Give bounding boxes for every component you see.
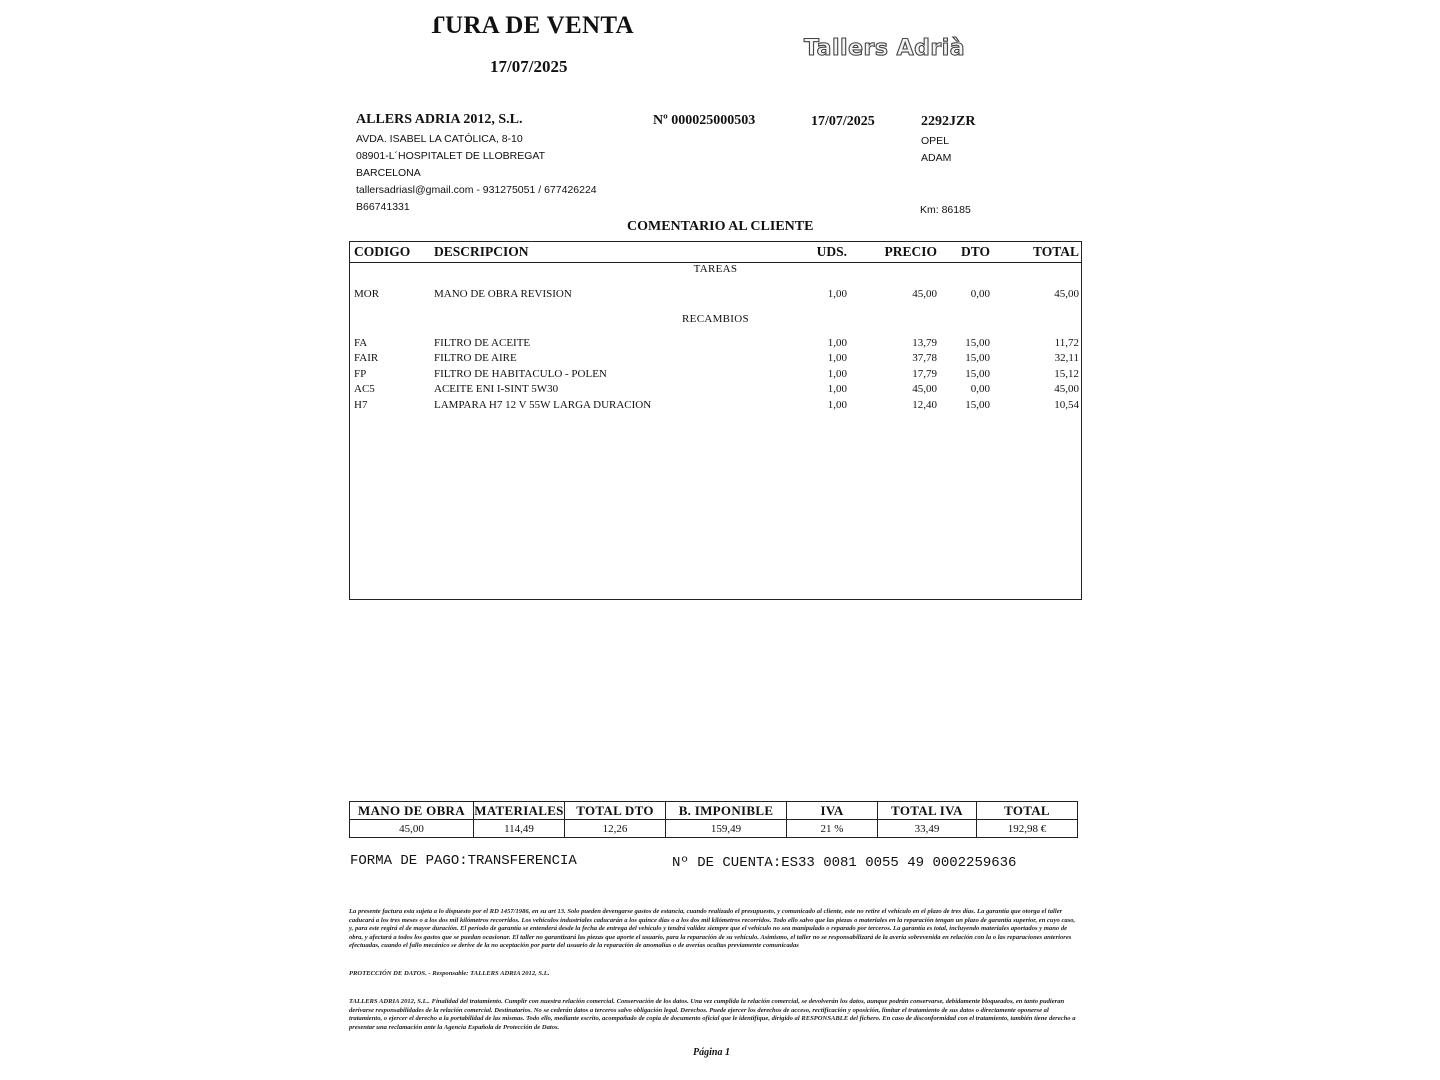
row-code: FP (354, 368, 367, 380)
torn-corner (340, 0, 450, 140)
section-tareas: TAREAS (693, 263, 738, 275)
row-total: 45,00 (1054, 383, 1079, 395)
document-title: TURA DE VENTA (428, 12, 634, 39)
table-row (350, 399, 1081, 414)
table-row (350, 288, 1081, 303)
totals-header-materiales: MATERIALES (474, 802, 564, 818)
col-dto: DTO (960, 244, 990, 259)
data-protection-title: PROTECCIÓN DE DATOS. - Responsable: TALLERS ADRIA 2012, S.L. (349, 970, 550, 977)
row-dto: 15,00 (965, 352, 990, 364)
page-number: Página 1 (693, 1047, 730, 1058)
totals-b-imponible: 159,49 (666, 820, 787, 838)
vehicle-make: OPEL (921, 135, 950, 147)
totals-table (349, 801, 1078, 838)
row-code: AC5 (354, 383, 375, 395)
company-cif: B66741331 (356, 201, 410, 213)
brand-logo: Tallers Adrià (804, 36, 966, 61)
document-date: 17/07/2025 (490, 57, 568, 76)
row-uds: 1,00 (827, 383, 847, 395)
col-uds: UDS. (816, 244, 847, 259)
row-desc: FILTRO DE AIRE (434, 352, 517, 364)
totals-header-row (350, 802, 1078, 820)
totals-value-row (350, 820, 1078, 838)
row-total: 15,12 (1054, 368, 1079, 380)
row-desc: MANO DE OBRA REVISION (434, 288, 572, 300)
items-table (349, 241, 1082, 600)
table-row (350, 368, 1081, 383)
data-protection-text: TALLERS ADRIA 2012, S.L.. Finalidad del tratamiento. Cumplir con nuestra relación comercial. Conservación de los datos. Una vez cumplida la relación comercial, se devolverán los datos, aunque podrán conservarse, debidamente bloqueados, en tanto pudieran derivarse responsabilidades de la relación comercial. Destinatarios. No se cederán datos a terceros salvo obligación legal. Derechos. Puede ejercer los derechos de acceso, rectificación y oposición, limitar el tratamiento de sus datos o directamente oponerse al tratamiento, o ejercer el derecho a la portabilidad de las mismas. Todo ello, mediante escrito, acompañado de copia de documento oficial que le identifique, dirigido al RESPONSABLE del fichero. En caso de disconformidad con el tratamiento, también tiene derecho a presentar una reclamación ante la Agencia Española de Protección de Datos. (349, 998, 1076, 1031)
row-desc: ACEITE ENI I-SINT 5W30 (434, 383, 559, 395)
row-uds: 1,00 (827, 368, 847, 380)
col-total: TOTAL (1032, 244, 1079, 259)
section-recambios: RECAMBIOS (682, 313, 749, 325)
vehicle-plate: 2292JZR (921, 114, 976, 129)
payment-method: FORMA DE PAGO:TRANSFERENCIA (350, 853, 577, 869)
row-precio: 37,78 (912, 352, 937, 364)
row-uds: 1,00 (827, 288, 847, 300)
totals-total-iva: 33,49 (878, 820, 977, 838)
row-precio: 13,79 (912, 337, 937, 349)
row-total: 45,00 (1054, 288, 1079, 300)
row-code: FA (354, 337, 368, 349)
row-total: 11,72 (1054, 337, 1079, 349)
table-row (350, 337, 1081, 352)
vehicle-model: ADAM (921, 152, 952, 164)
row-precio: 12,40 (912, 399, 937, 411)
row-desc: FILTRO DE ACEITE (434, 337, 531, 349)
row-desc: FILTRO DE HABITACULO - POLEN (434, 368, 607, 380)
row-code: H7 (354, 399, 368, 411)
row-precio: 45,00 (912, 288, 937, 300)
table-row (350, 383, 1081, 398)
row-uds: 1,00 (827, 352, 847, 364)
items-table-header (350, 242, 1081, 263)
company-contact: tallersadriasl@gmail.com - 931275051 / 677426224 (356, 184, 597, 196)
row-dto: 0,00 (970, 288, 990, 300)
row-precio: 17,79 (912, 368, 937, 380)
legal-warranty-text: La presente factura esta sujeta a lo dispuesto por el RD 1457/1986, en su art 13. Solo pueden devengarse gastos de estancia, cuando realizado el presupuesto, y comunicado al cliente, este no retire el vehículo en el plazo de tres días. La garantía que otorga el taller caducará a los tres meses o a los dos mil kilómetros recorridos. Los vehículos industriales caducarán a los quince días o a los dos mil kilómetros recorridos. Todo ello salvo que las piezas o materiales en la reparación tengan un plazo de garantía superior, en cuyo caso, y, para este regirá el de mayor duración. El período de garantía se entenderá desde la fecha de entrega del vehículo y tendrá validez siempre que el vehículo no sea manipulado o reparado por terceros. La garantía es total, incluyendo materiales aportados y mano de obra, y afectará a todos los gastos que se puedan ocasionar. El taller no garantizará las piezas que aporte el usuario, para la reparación de su vehículo. Asimismo, el taller no se responsabilizará de la avería sobrevenida en relación con la o las reparaciones anteriores efectuadas, cuando el fallo mecánico se derive de la no aceptación por parte del usuario de la reparación de anomalías o de averías ocultas previamente comunicadas (349, 908, 1076, 950)
vehicle-km: Km: 86185 (920, 204, 971, 216)
company-province: BARCELONA (356, 167, 421, 179)
totals-mano-obra: 45,00 (350, 820, 474, 838)
col-codigo: CODIGO (354, 244, 411, 259)
row-uds: 1,00 (827, 337, 847, 349)
row-total: 32,11 (1054, 352, 1079, 364)
totals-header-total: TOTAL (977, 802, 1078, 820)
company-address: AVDA. ISABEL LA CATÓLICA, 8-10 (356, 133, 523, 145)
row-dto: 15,00 (965, 399, 990, 411)
table-row (350, 352, 1081, 367)
totals-header-total-iva: TOTAL IVA (878, 802, 977, 820)
totals-total-dto: 12,26 (565, 820, 666, 838)
totals-header-total-dto: TOTAL DTO (565, 802, 666, 820)
row-dto: 15,00 (965, 337, 990, 349)
row-code: FAIR (354, 352, 379, 364)
row-code: MOR (354, 288, 380, 300)
row-total: 10,54 (1054, 399, 1079, 411)
comment-title: COMENTARIO AL CLIENTE (627, 219, 814, 234)
row-dto: 15,00 (965, 368, 990, 380)
row-dto: 0,00 (970, 383, 990, 395)
invoice-number: Nº 000025000503 (653, 113, 756, 128)
totals-total: 192,98 € (977, 820, 1078, 838)
totals-header-mano-obra: MANO DE OBRA (350, 802, 474, 820)
totals-header-b-imponible: B. IMPONIBLE (666, 802, 787, 820)
invoice-date: 17/07/2025 (811, 114, 875, 129)
row-precio: 45,00 (912, 383, 937, 395)
totals-header-iva: IVA (787, 802, 878, 820)
row-uds: 1,00 (827, 399, 847, 411)
account-number: Nº DE CUENTA:ES33 0081 0055 49 0002259636 (672, 855, 1017, 871)
col-precio: PRECIO (884, 244, 937, 259)
totals-iva: 21 % (787, 820, 878, 838)
company-city: 08901-L´HOSPITALET DE LLOBREGAT (356, 150, 546, 162)
col-descripcion: DESCRIPCION (434, 244, 529, 259)
row-desc: LAMPARA H7 12 V 55W LARGA DURACION (434, 399, 652, 411)
company-name: ALLERS ADRIA 2012, S.L. (356, 112, 523, 127)
totals-materiales: 114,49 (474, 820, 565, 838)
